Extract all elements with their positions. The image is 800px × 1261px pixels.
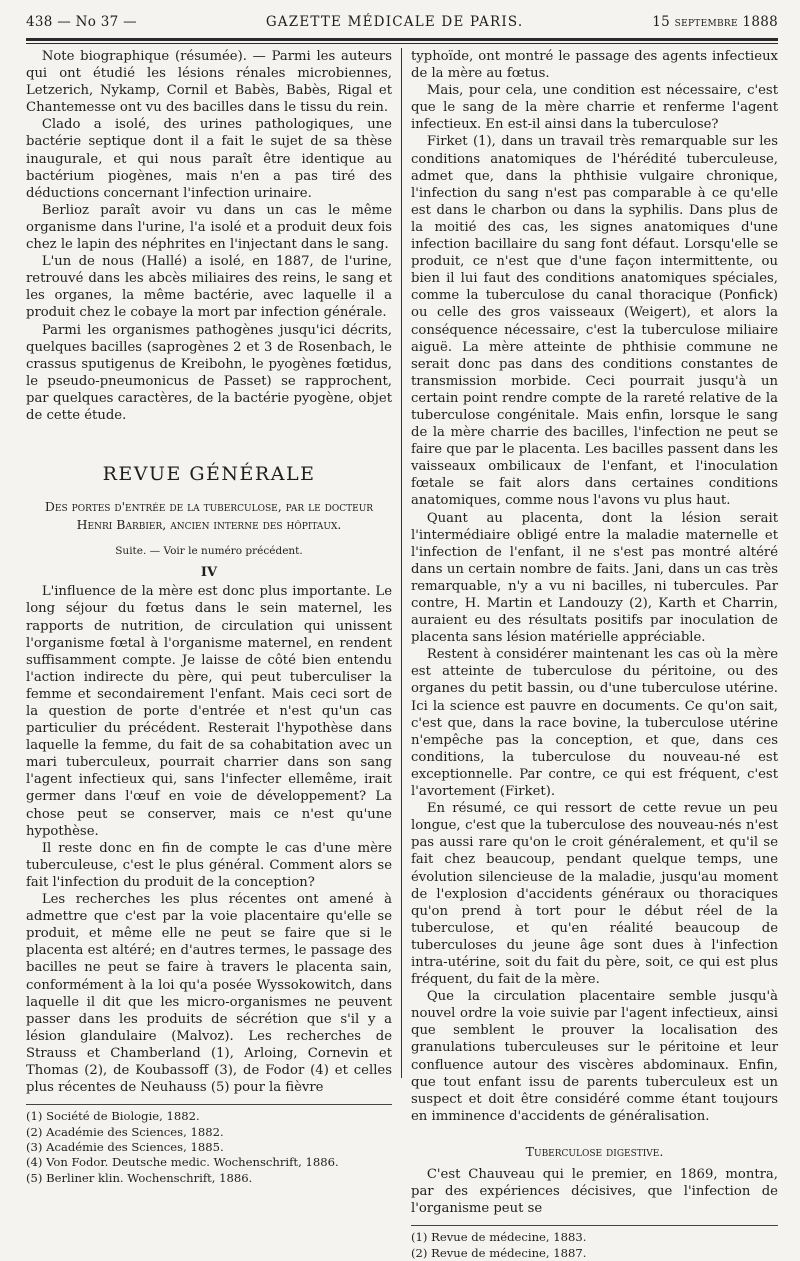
right-footnotes bbox=[411, 1225, 778, 1261]
left-paragraph-3: Berlioz paraît avoir vu dans un cas le même organisme dans l'urine, l'a isolé et a produit deux fois chez le lapin des néphrites en l'injectant dans le sang. bbox=[26, 202, 392, 253]
right-paragraph-3: Firket (1), dans un travail très remarquable sur les conditions anatomiques de l'hérédité tuberculeuse, admet que, dans la phthisie vulgaire chronique, l'infection du sang n'est pas comparable à ce qu'elle est dans le charbon ou dans la syphilis. Dans plus de la moitié des cas, les signes anatomiques d'une infection bacillaire du sang font défaut. Lorsqu'elle se produit, ce n'est que d'une façon intermittente, ou bien il lui faut des conditions anatomiques spéciales, comme la tuberculose du canal thoracique (Ponfick) ou celle des gros vaisseaux (Weigert), et alors la conséquence nécessaire, c'est la tuberculose miliaire aiguë. La mère atteinte de phthisie commune ne serait donc pas dans des conditions constantes de transmission morbide. Ceci pourrait jusqu'à un certain point rendre compte de la rareté relative de la tuberculose congénitale. Mais enfin, lorsque le sang de la mère charrie des bacilles, l'infection ne peut se faire que par le placenta. Les bacilles passent dans les vaisseaux ombilicaux de l'enfant, et l'inoculation fœtale se fait alors dans certaines conditions anatomiques, comme nous l'avons vu plus haut. bbox=[411, 134, 778, 509]
chapter-number: IV bbox=[200, 565, 218, 581]
footnote: (2) Revue de médecine, 1887. bbox=[411, 1245, 587, 1260]
footnote: (1) Société de Biologie, 1882. bbox=[26, 1109, 200, 1124]
left-paragraph-5: Parmi les organismes pathogènes jusqu'ici décrits, quelques bacilles (saprogènes 2 et 3 de Rosenbach, le crassus sputigenus de Kreibohn, le pyogènes fœtidus, le pseudo-pneumonicus de Passet) se rapprochent, par quelques caractères, de la bactérie pyogène, objet de cette étude. bbox=[26, 322, 392, 423]
left-paragraph-7: Il reste donc en fin de compte le cas d'une mère tuberculeuse, c'est le plus général. Comment alors se fait l'infection du produit de la conception? bbox=[26, 840, 392, 890]
page-header bbox=[26, 14, 778, 36]
article-title: Des portes d'entrée de la tuberculose, par le docteur bbox=[44, 499, 374, 515]
header-rule bbox=[26, 38, 778, 44]
left-paragraph-1: Note biographique (résumée). — Parmi les auteurs qui ont étudié les lésions rénales microbiennes, Letzerich, Nykamp, Cornil et Babès, Babès, Rigal et Chantemesse ont vu des bacilles dans le tissu du rein. bbox=[26, 49, 392, 116]
left-paragraph-2: Clado a isolé, des urines pathologiques, une bactérie septique dont il a fait le sujet de sa thèse inaugurale, et qui nous paraît être identique au bactérium piogènes, mais n'en a pas tiré des déductions concernant l'infection urinaire. bbox=[26, 117, 392, 201]
right-paragraph-8: C'est Chauveau qui le premier, en 1869, montra, par des expériences décisives, que l'infection de l'organisme peut se bbox=[411, 1167, 778, 1217]
footnote: (2) Académie des Sciences, 1882. bbox=[26, 1124, 224, 1139]
right-column bbox=[402, 48, 778, 1260]
left-column bbox=[26, 48, 402, 1185]
footnote: (3) Académie des Sciences, 1885. bbox=[26, 1139, 224, 1154]
right-paragraph-4: Quant au placenta, dont la lésion serait l'intermédiaire obligé entre la maladie maternelle et l'infection de l'enfant, il ne s'est pas montré altéré dans un certain nombre de faits. Jani, dans un cas très remarquable, n'y a vu ni bacilles, ni tubercules. Par contre, H. Martin et Landouzy (2), Karth et Charrin, auraient eu des résultats positifs par inoculation de placenta sans lésion matérielle appréciable. bbox=[411, 510, 778, 646]
footnote: (1) Revue de médecine, 1883. bbox=[411, 1230, 587, 1245]
right-paragraph-6: En résumé, ce qui ressort de cette revue un peu longue, c'est que la tuberculose des nouveau-nés n'est pas aussi rare qu'on le croit généralement, et qu'il se fait chez beaucoup, pendant quelque temps, une évolution silencieuse de la maladie, jusqu'au moment de l'explosion d'accidents généraux ou thoraciques qu'on prend à tort pour le début réel de la tuberculose, et qu'en réalité beaucoup de tuberculoses du jeune âge sont dues à l'infection intra-utérine, soit du fait du père, soit, ce qui est plus fréquent, du fait de la mère. bbox=[411, 801, 778, 988]
footnote: (5) Berliner klin. Wochenschrift, 1886. bbox=[26, 1170, 253, 1185]
continuation-note: Suite. — Voir le numéro précédent. bbox=[115, 545, 303, 558]
journal-title: GAZETTE MÉDICALE DE PARIS. bbox=[265, 14, 524, 30]
left-paragraph-8: Les recherches les plus récentes ont amené à admettre que c'est par la voie placentaire qu'elle se produit, et même elle ne peut se faire que si le placenta est altéré; en d'autres termes, le passage des bacilles ne peut se faire à travers le placenta sain, conformément à la loi qu'a posée Wyssokowitch, dans laquelle il dit que les micro-organismes ne peuvent passer dans les produits de sécrétion que s'il y a lésion glandulaire (Malvoz). Les recherches de Strauss et Chamberland (1), Arloing, Cornevin et Thomas (2), de Koubassoff (3), de Fodor (4) et celles plus récentes de Neuhauss (5) pour la fièvre bbox=[26, 892, 392, 1096]
section-title: REVUE GÉNÉRALE bbox=[102, 463, 316, 486]
columns bbox=[26, 48, 778, 1260]
left-paragraph-6: L'influence de la mère est donc plus importante. Le long séjour du fœtus dans le sein maternel, les rapports de nutrition, de circulation qui unissent l'organisme fœtal à l'organisme maternel, en rendent suffisamment compte. Je laisse de côté bien entendu l'action indirecte du père, qui peut tuberculiser la femme et secondairement l'enfant. Mais ceci sort de la question de porte d'entrée et n'est qu'un cas particulier du précédent. Resterait l'hypothèse dans laquelle la femme, du fait de sa cohabitation avec un mari tuberculeux, pourrait charrier dans son sang l'agent infectieux qui, sans l'infecter ellemême, irait germer dans l'œuf en voie de développement? La chose peut se conserver, mais ce n'est qu'une hypothèse. bbox=[26, 584, 392, 839]
right-paragraph-7: Que la circulation placentaire semble jusqu'à nouvel ordre la voie suivie par l'agent infectieux, ainsi que semblent le prouver la localisation des granulations tuberculeuses sur le péritoine et leur confluence autour des viscères abdominaux. Enfin, que tout enfant issu de parents tuberculeux est un suspect et doit être considéré comme étant toujours en imminence d'accidents de généralisation. bbox=[411, 989, 778, 1124]
issue-date: 15 septembre 1888 bbox=[652, 14, 778, 30]
subsection-heading: Tuberculose digestive. bbox=[525, 1143, 664, 1159]
right-paragraph-2: Mais, pour cela, une condition est nécessaire, c'est que le sang de la mère charrie et renferme l'agent infectieux. En est-il ainsi dans la tuberculose? bbox=[411, 83, 778, 133]
page-number: 438 — No 37 — bbox=[26, 14, 137, 30]
right-paragraph-5: Restent à considérer maintenant les cas où la mère est atteinte de tuberculose du péritoine, ou des organes du petit bassin, ou d'une tuberculose utérine. Ici la science est pauvre en documents. Ce qu'on sait, c'est que, dans la race bovine, la tuberculose utérine n'empêche pas la conception, et que, dans ces conditions, la tuberculose du nouveau-né est exceptionnelle. Par contre, ce qui est fréquent, c'est l'avortement (Firket). bbox=[411, 647, 778, 800]
article-author: Henri Barbier, ancien interne des hôpitaux. bbox=[76, 517, 342, 533]
left-paragraph-4: L'un de nous (Hallé) a isolé, en 1887, de l'urine, retrouvé dans les abcès miliaires des reins, le sang et les organes, la même bactérie, avec laquelle il a produit chez le cobaye la mort par infection générale. bbox=[26, 254, 392, 321]
right-paragraph-1: typhoïde, ont montré le passage des agents infectieux de la mère au fœtus. bbox=[411, 49, 778, 82]
left-footnotes bbox=[26, 1104, 392, 1186]
footnote: (4) Von Fodor. Deutsche medic. Wochenschrift, 1886. bbox=[26, 1155, 339, 1170]
